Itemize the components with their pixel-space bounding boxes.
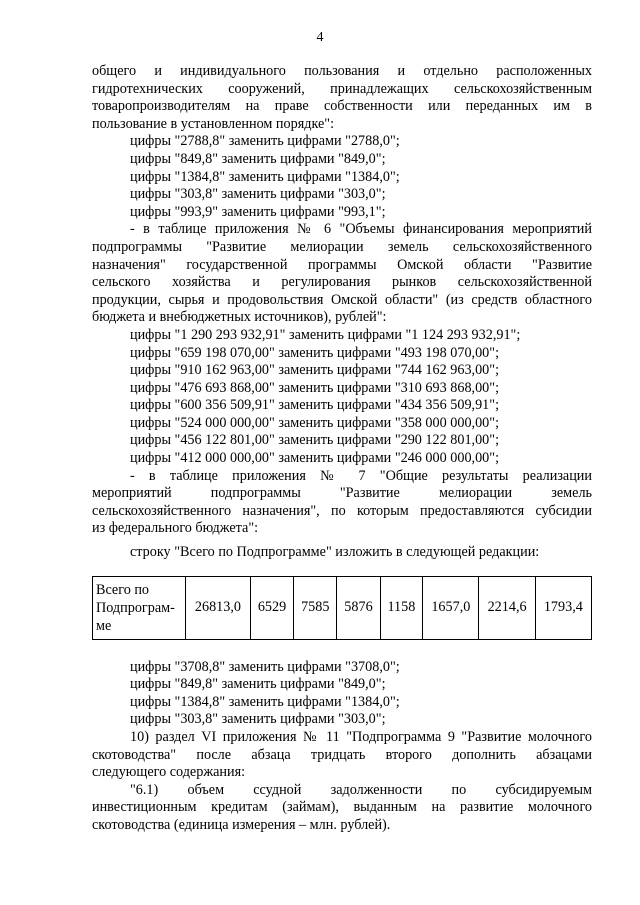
text-line: продукции, сырья и продовольствия Омской области" (из средств областного (92, 291, 592, 308)
table7-paragraph (92, 468, 592, 538)
text-line: 10) раздел VI приложения № 11 "Подпрограмма 9 "Развитие молочного (130, 729, 592, 745)
replacement-item: цифры "1384,8" заменить цифрами "1384,0"; (130, 693, 400, 710)
text-line: товаропроизводителям на праве собственности или переданных им в (92, 98, 592, 115)
row-label-line: Подпрограм- (96, 599, 175, 616)
replacement-item: цифры "412 000 000,00" заменить цифрами "246 000 000,00"; (130, 450, 500, 467)
text-line: следующего содержания: (92, 764, 246, 781)
text-line: гидротехнических сооружений, принадлежащих сельскохозяйственным (92, 80, 592, 97)
table6-paragraph (92, 221, 592, 327)
replacement-item: цифры "910 162 963,00" заменить цифрами "744 162 963,00"; (130, 362, 500, 379)
summary-table (92, 576, 592, 640)
section-paragraph (92, 729, 592, 782)
text-line: пользование в установленном порядке": (92, 115, 335, 132)
table-row (93, 576, 592, 639)
text-line: мероприятий подпрограммы "Развитие мелиорации земель (92, 485, 592, 502)
text-line: инвестиционным кредитам (займам), выданным на развитие молочного (92, 799, 592, 816)
value-cell: 1793,4 (535, 576, 591, 639)
replacement-list-1 (92, 133, 592, 221)
text-line: скотоводства (единица измерения – млн. рублей). (92, 816, 391, 833)
replacement-item: цифры "303,8" заменить цифрами "303,0"; (130, 711, 386, 728)
text-line: скотоводства" после абзаца тридцать второго дополнить абзацами (92, 746, 592, 763)
intro-paragraph (92, 63, 592, 133)
text-line: бюджета и внебюджетных источников), рублей": (92, 309, 387, 326)
text-line: "6.1) объем ссудной задолженности по субсидируемым (130, 781, 592, 798)
replacement-item: цифры "2788,8" заменить цифрами "2788,0"; (130, 133, 400, 150)
value-cell: 6529 (250, 576, 293, 639)
text-line: общего и индивидуального пользования и отдельно расположенных (92, 63, 592, 79)
value-cell: 1158 (380, 576, 423, 639)
text-line: сельского хозяйства и регулирования рынков сельскохозяйственной (92, 274, 592, 291)
replacement-item: цифры "659 198 070,00" заменить цифрами "493 198 070,00"; (130, 344, 500, 361)
replacement-item: цифры "476 693 868,00" заменить цифрами "310 693 868,00"; (130, 379, 500, 396)
value-cell: 5876 (337, 576, 380, 639)
replacement-item: цифры "456 122 801,00" заменить цифрами "290 122 801,00"; (130, 432, 500, 449)
replacement-item: цифры "1 290 293 932,91" заменить цифрами "1 124 293 932,91"; (130, 326, 521, 343)
value-cell: 2214,6 (479, 576, 535, 639)
text-line: - в таблице приложения № 6 "Объемы финансирования мероприятий (130, 221, 592, 238)
replacement-item: цифры "303,8" заменить цифрами "303,0"; (130, 186, 386, 203)
replacement-item: цифры "3708,8" заменить цифрами "3708,0"; (130, 658, 400, 675)
replacement-item: цифры "993,9" заменить цифрами "993,1"; (130, 203, 386, 220)
page-number: 4 (316, 30, 324, 45)
text-line: подпрограммы "Развитие мелиорации земель сельскохозяйственного (92, 238, 592, 255)
text-line: из федерального бюджета": (92, 520, 259, 537)
replacement-item: цифры "600 356 509,91" заменить цифрами "434 356 509,91"; (130, 397, 500, 414)
row-instruction: строку "Всего по Подпрограмме" изложить в следующей редакции: (130, 544, 540, 561)
text-line: сельскохозяйственного назначения", по которым предоставляются субсидии (92, 502, 592, 519)
replacement-item: цифры "849,8" заменить цифрами "849,0"; (130, 676, 386, 693)
replacement-list-3 (92, 659, 592, 729)
text-line: - в таблице приложения № 7 "Общие результаты реализации (130, 467, 592, 484)
replacement-item: цифры "1384,8" заменить цифрами "1384,0"; (130, 168, 400, 185)
value-cell: 26813,0 (186, 576, 251, 639)
quote-paragraph (92, 782, 592, 835)
row-label-line: ме (96, 617, 112, 634)
text-line: назначения" государственной программы Омской области "Развитие (92, 256, 592, 273)
replacement-list-2 (92, 327, 592, 468)
value-cell: 7585 (294, 576, 337, 639)
row-label-cell (93, 576, 186, 639)
replacement-item: цифры "524 000 000,00" заменить цифрами "358 000 000,00"; (130, 414, 500, 431)
replacement-item: цифры "849,8" заменить цифрами "849,0"; (130, 150, 386, 167)
value-cell: 1657,0 (423, 576, 479, 639)
document-body (92, 63, 592, 835)
row-label-line: Всего по (96, 581, 150, 598)
